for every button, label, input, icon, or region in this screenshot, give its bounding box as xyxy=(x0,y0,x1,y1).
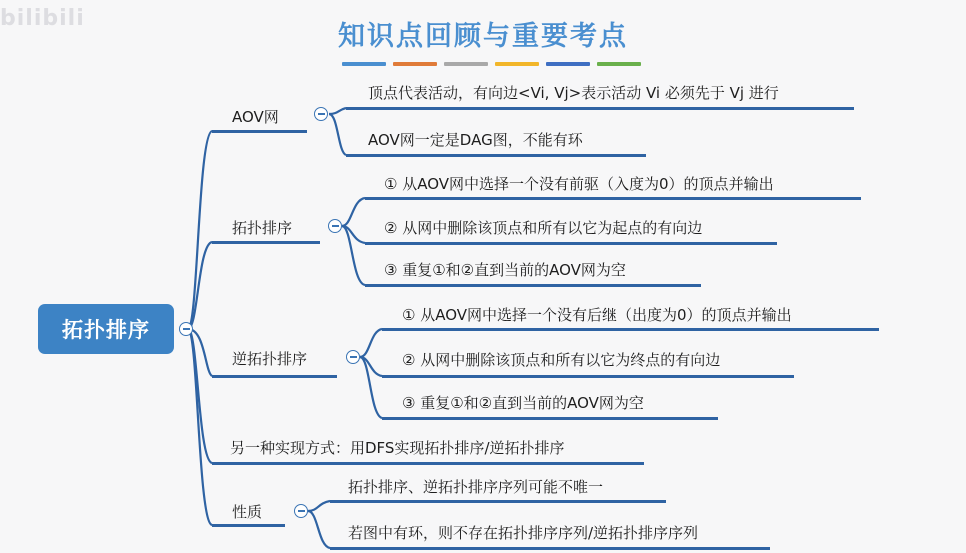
leaf-reverse-step-3[interactable]: ③ 重复①和②直到当前的AOV网为空 xyxy=(402,394,644,412)
leaf-topo-step-2[interactable]: ② 从网中删除该顶点和所有以它为起点的有向边 xyxy=(384,219,703,237)
branch-label-dfs-implementation[interactable]: 另一种实现方式：用DFS实现拓扑排序/逆拓扑排序 xyxy=(230,439,565,457)
connector xyxy=(308,501,330,511)
leaf-underline xyxy=(365,284,701,287)
leaf-topo-step-3[interactable]: ③ 重复①和②直到当前的AOV网为空 xyxy=(384,261,626,279)
leaf-underline xyxy=(382,375,794,378)
branch-label-topological-sort[interactable]: 拓扑排序 xyxy=(232,219,293,237)
leaf-underline xyxy=(346,107,854,110)
leaf-underline xyxy=(365,197,861,200)
connector xyxy=(342,198,365,226)
connector xyxy=(308,511,330,548)
leaf-property-not-unique[interactable]: 拓扑排序、逆拓扑排序序列可能不唯一 xyxy=(348,478,604,496)
bilibili-watermark: bilibili xyxy=(0,6,85,31)
connector xyxy=(360,329,382,357)
collapse-topo-icon[interactable] xyxy=(328,219,342,233)
leaf-property-cycle[interactable]: 若图中有环，则不存在拓扑排序序列/逆拓扑排序序列 xyxy=(348,524,699,542)
leaf-underline xyxy=(346,154,646,157)
leaf-underline xyxy=(330,547,770,550)
leaf-underline xyxy=(382,417,718,420)
root-node-label: 拓扑排序 xyxy=(62,318,150,342)
branch-label-reverse-topological-sort[interactable]: 逆拓扑排序 xyxy=(232,350,308,368)
leaf-underline xyxy=(382,328,879,331)
collapse-reverse-topo-icon[interactable] xyxy=(346,350,360,364)
branch-underline xyxy=(212,375,337,378)
collapse-root-icon[interactable] xyxy=(179,322,193,336)
branch-underline xyxy=(212,130,307,133)
collapse-properties-icon[interactable] xyxy=(294,504,308,518)
leaf-reverse-step-2[interactable]: ② 从网中删除该顶点和所有以它为终点的有向边 xyxy=(402,351,721,369)
branch-underline xyxy=(212,524,285,527)
leaf-underline xyxy=(330,500,666,503)
branch-label-properties[interactable]: 性质 xyxy=(232,503,263,521)
leaf-aov-definition[interactable]: 顶点代表活动，有向边<Vi, Vj>表示活动 Vi 必须先于 Vj 进行 xyxy=(368,84,779,102)
branch-underline xyxy=(212,462,644,465)
root-node-topological-sort[interactable] xyxy=(38,304,174,354)
branch-underline xyxy=(212,241,320,244)
branch-label-aov-network[interactable]: AOV网 xyxy=(232,108,279,126)
connector xyxy=(329,114,346,155)
leaf-aov-dag[interactable]: AOV网一定是DAG图，不能有环 xyxy=(368,131,583,149)
leaf-topo-step-1[interactable]: ① 从AOV网中选择一个没有前驱（入度为0）的顶点并输出 xyxy=(384,175,774,193)
leaf-underline xyxy=(365,242,777,245)
page-title: 知识点回顾与重要考点 xyxy=(338,21,628,52)
connector xyxy=(188,329,212,525)
connector xyxy=(188,131,212,329)
connector xyxy=(329,108,346,114)
leaf-reverse-step-1[interactable]: ① 从AOV网中选择一个没有后继（出度为0）的顶点并输出 xyxy=(402,306,792,324)
collapse-aov-icon[interactable] xyxy=(314,107,328,121)
